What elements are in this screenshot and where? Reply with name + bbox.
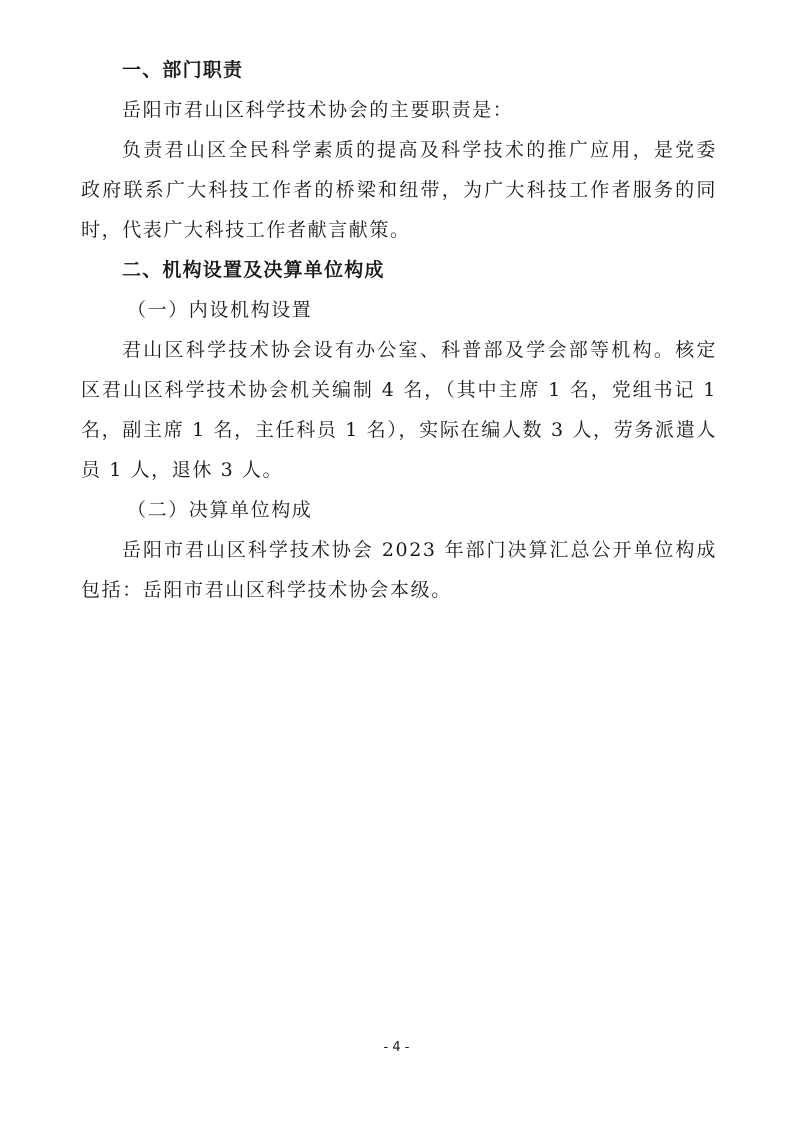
duties-intro: 岳阳市君山区科学技术协会的主要职责是：	[122, 99, 514, 121]
subsection-title-internal: （一）内设机构设置	[127, 299, 313, 321]
section-heading-duties: 一、部门职责	[122, 59, 244, 81]
internal-structure-paragraph: 君山区科学技术协会设有办公室、科普部及学会部等机构。核定区君山区科学技术协会机关编制 4 名，（其中主席 1 名，党组书记 1 名，副主席 1 名，主任科员 1 名），实际在编人数 3 人，劳务派遣人员 1 人，退休 3 人。	[81, 339, 717, 481]
document-body	[81, 50, 717, 610]
duties-paragraph: 负责君山区全民科学素质的提高及科学技术的推广应用，是党委政府联系广大科技工作者的桥梁和纽带，为广大科技工作者服务的同时，代表广大科技工作者献言献策。	[81, 139, 717, 241]
page-number: - 4 -	[383, 1040, 410, 1055]
units-paragraph: 岳阳市君山区科学技术协会 2023 年部门决算汇总公开单位构成包括：岳阳市君山区科学技术协会本级。	[81, 539, 717, 601]
section-heading-organization: 二、机构设置及决算单位构成	[122, 259, 385, 281]
subsection-title-units: （二）决算单位构成	[127, 499, 313, 521]
